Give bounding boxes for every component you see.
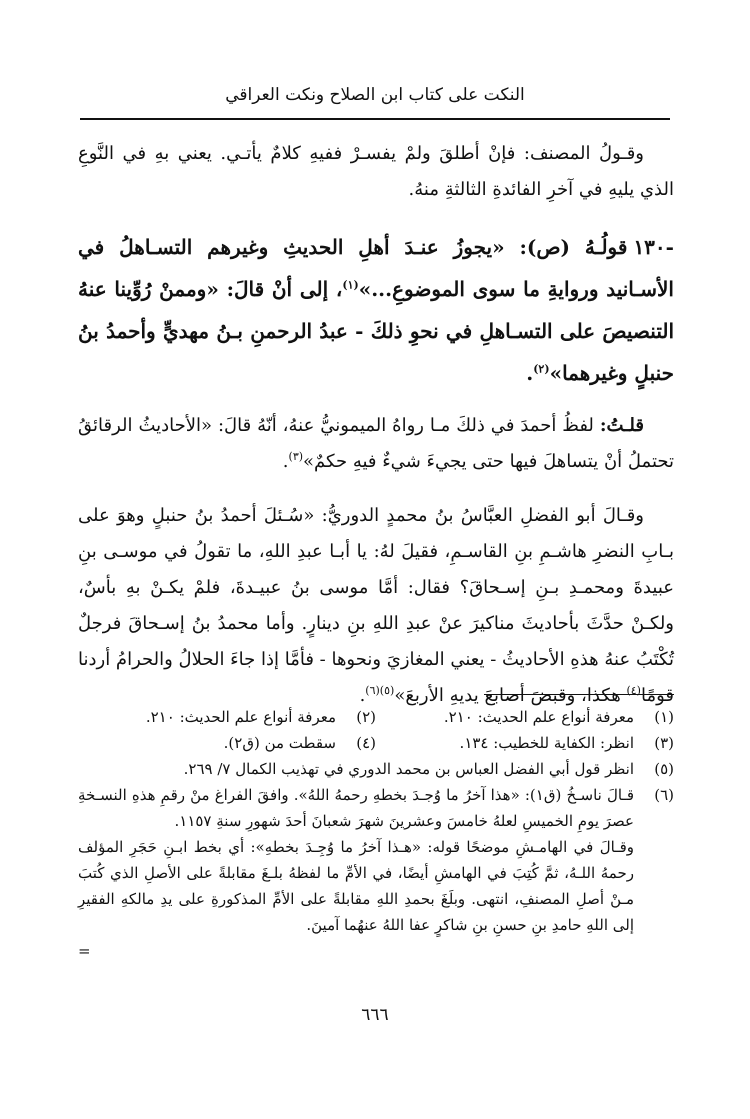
footnote-text: انظر: الكفاية للخطيب: ١٣٤. — [459, 734, 634, 752]
footnote-row-2 — [78, 730, 674, 756]
paragraph-4-text-a: وقـالَ أبو الفضلِ العبَّاسُ بنُ محمدٍ الدوريُّ: «سُـئلَ أحمدُ بنُ حنبلٍ وهوَ على بـابِ النضرِ هاشـمِ بنِ القاسـمِ، فقيلَ لهُ: يا أبـا عبدِ اللهِ، ما تقولُ في موسـى بنِ عبيدةَ ومحمـدِ بـنِ إسـحاقَ؟ فقال: أمَّا موسى بنُ عبيـدةَ، فلمْ يكـنْ بهِ بأسٌ، ولكـنْ حدَّثَ بأحاديثَ مناكيرَ عنْ عبدِ اللهِ بنِ دينارٍ. وأما محمدُ بنُ إسـحاقَ فرجلٌ تُكْتَبُ عنهُ هذهِ الأحاديثُ - يعني المغازيَ ونحوها - فأمَّا إذا جاءَ الحلالُ والحرامُ أردنا قومًا — [78, 505, 674, 706]
footnote-ref-2: (٢) — [533, 362, 550, 376]
page-number: ٦٦٦ — [361, 1005, 389, 1025]
footnotes — [78, 704, 674, 964]
footnote-text: قـالَ ناسـخُ (ق١): «هذا آخرُ ما وُجـدَ بخطهِ رحمهُ اللهُ». وافقَ الفراغ منْ رقمِ هذهِ النسـخةِ عصرَ يومِ الخميسِ لعلهُ خامسَ وعشرينَ شهرَ شعبانَ أحدَ شهورِ سنةِ ١١٥٧. — [78, 786, 634, 830]
footnote-ref-3: (٣) — [288, 450, 304, 463]
entry-quote-a: «يجوزُ عنـدَ أهلِ الحديثِ وغيرهم التسـاهلُ في الأسـانيد وروايةِ ما سوى الموضوعِ...» — [78, 235, 674, 301]
footnote-text: انظر قول أبي الفضل العباس بن محمد الدوري في تهذيب الكمال ٧/ ٢٦٩. — [183, 760, 634, 778]
paragraph-3-text: لفظُ أحمدَ في ذلكَ مـا رواهُ الميمونيُّ عنهُ، أنّهُ قالَ: «الأحاديثُ الرقائقُ تحتملُ أنْ يتساهلَ فيها حتى يجيءَ شيءٌ فيهِ حكمٌ» — [78, 415, 674, 472]
footnote-number: (٢) — [356, 708, 376, 726]
footnote-separator — [484, 694, 674, 695]
footnote-6 — [78, 782, 674, 834]
paragraph-4-end: . — [359, 685, 366, 706]
header-rule — [80, 118, 670, 120]
entry-quote-b: ، إلى أنْ قالَ: «وممنْ رُوِّينا عنهُ التنصيصَ على التسـاهلِ في نحوِ ذلكَ - عبدُ الرحمنِ بـنُ مهديٍّ وأحمدُ بنُ حنبلٍ وغيرهما» — [78, 277, 674, 385]
footnote-ref-4: (٤) — [626, 684, 641, 697]
paragraph-3 — [78, 408, 674, 480]
qultu-lead: قلـتُ: — [599, 415, 644, 436]
footnote-1 — [376, 704, 674, 730]
paragraph-4-text-b: هكذا، وقبضَ أصابعَ يديهِ الأربعَ» — [394, 685, 627, 706]
footnote-number: (٦) — [654, 786, 674, 804]
footnote-row-1 — [78, 704, 674, 730]
footnote-continuation-mark: = — [78, 942, 91, 960]
footnote-number: (١) — [654, 708, 674, 726]
entry-number: -١٣٠ — [633, 235, 674, 259]
running-header: النكت على كتاب ابن الصلاح ونكت العراقي — [225, 85, 525, 105]
footnote-text: سقطت من (ق٢). — [223, 734, 336, 752]
paragraph-3-end: . — [282, 451, 289, 472]
footnote-6-continued: وقـالَ في الهامـشِ موضحًا قوله: «هـذا آخرُ ما وُجِـدَ بخطهِ»: أي بخط ابـنِ حَجَرِ المؤلف رحمهُ اللـهُ، ثمَّ كُتِبَ في الهامشِ أيضًا، في الأمِّ ما لفظهُ بلـغَ مقابلةً على الأصلِ الذي كُتبَ مـنْ أصلِ المصنفِ، انتهى. وبلَغَ بحمدِ اللهِ مقابلةً على الأمِّ المذكورةِ على يدِ مالكهِ الفقيرِ إلى اللهِ حامدِ بنِ حسنِ بنِ شاكرٍ عفا اللهُ عنهُما آمينَ. — [78, 838, 634, 934]
main-text — [78, 136, 674, 732]
paragraph-4 — [78, 498, 674, 714]
footnote-text: معرفة أنواع علم الحديث: ٢١٠. — [145, 708, 336, 726]
footnote-ref-5-6: (٥)(٦) — [365, 684, 395, 697]
footnote-4 — [78, 730, 376, 756]
footnote-ref-1: (١) — [342, 278, 359, 292]
entry-end: . — [526, 361, 534, 385]
paragraph-1: وقـولُ المصنف: فإنْ أطلقَ ولمْ يفسـرْ ففيهِ كلامٌ يأتـي. يعني بهِ في النَّوعِ الذي يليهِ في آخرِ الفائدةِ الثالثةِ منهُ. — [78, 143, 674, 200]
entry-130 — [78, 226, 674, 394]
footnote-5 — [78, 756, 674, 782]
footnote-3 — [376, 730, 674, 756]
footnote-2 — [78, 704, 376, 730]
footnote-number: (٥) — [654, 760, 674, 778]
entry-lead: قولُـهُ (ص): — [519, 235, 628, 259]
footnote-number: (٤) — [356, 734, 376, 752]
footnote-number: (٣) — [654, 734, 674, 752]
footnote-text: معرفة أنواع علم الحديث: ٢١٠. — [443, 708, 634, 726]
